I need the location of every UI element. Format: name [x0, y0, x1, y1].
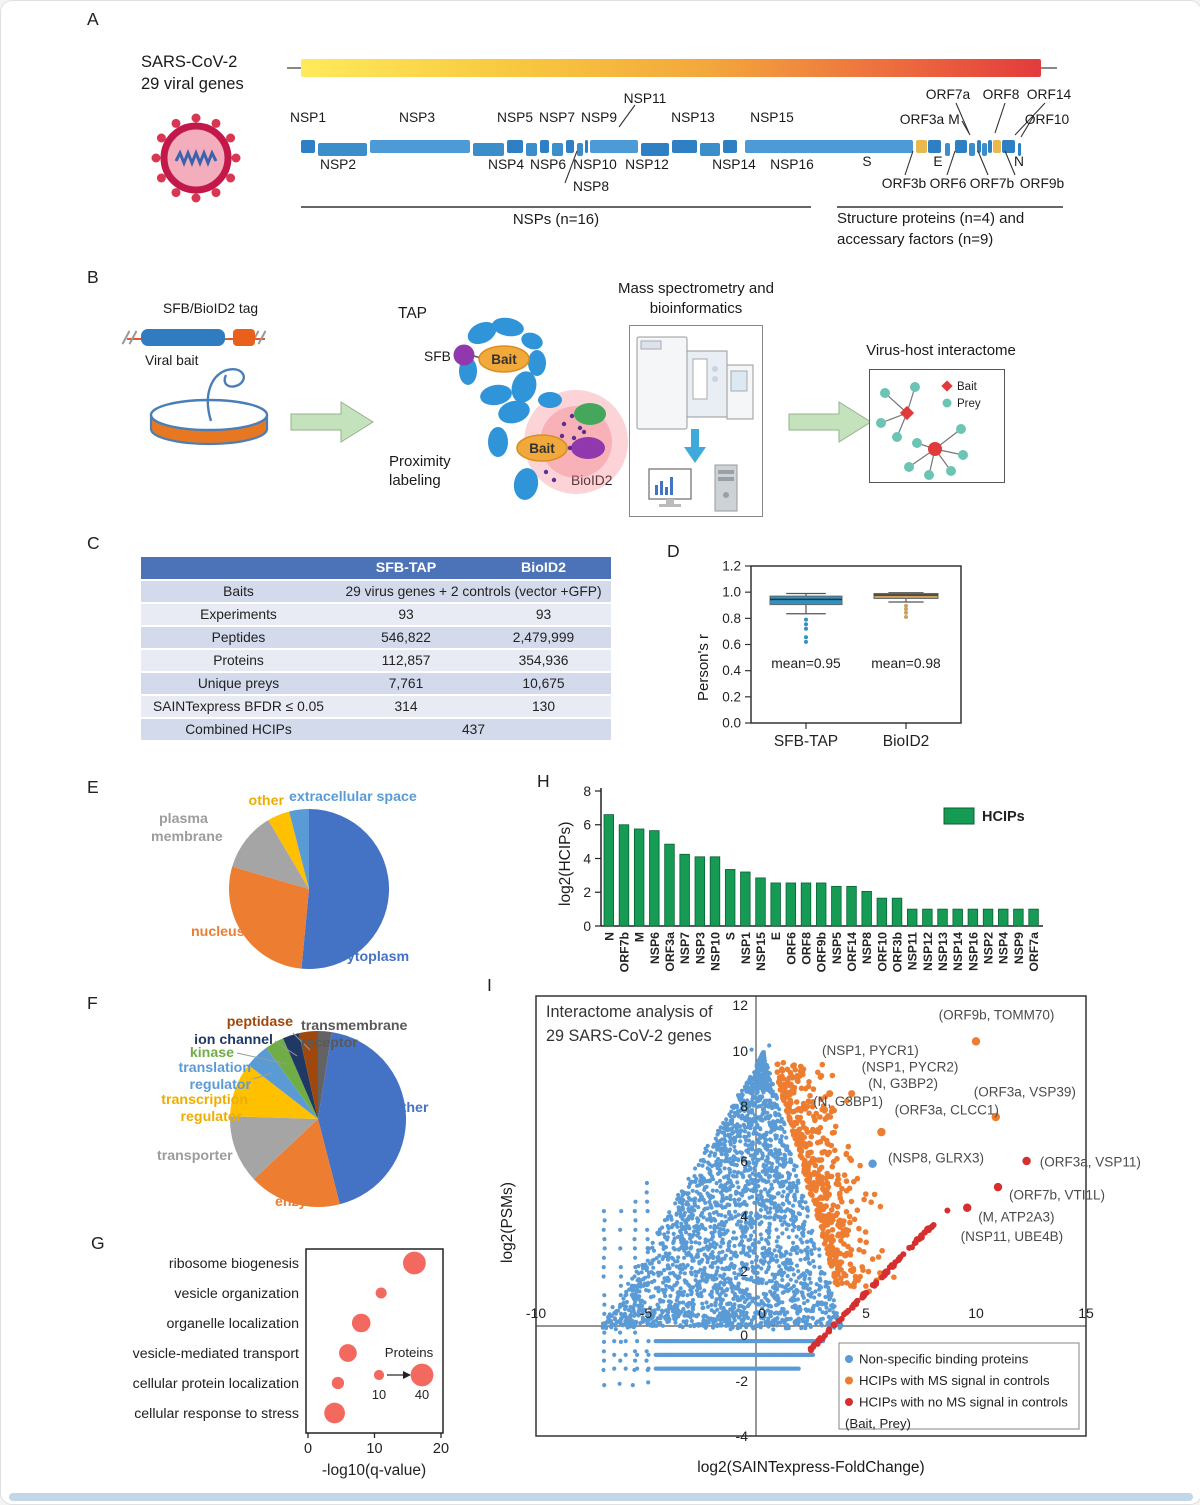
gene-label-nsp7: NSP7 [538, 110, 576, 125]
go-dot-4 [332, 1377, 344, 1389]
go-dot-5 [324, 1403, 345, 1424]
svg-text:2: 2 [740, 1263, 748, 1279]
svg-text:-4: -4 [735, 1428, 748, 1444]
svg-text:0.2: 0.2 [722, 689, 741, 705]
table-row: Peptides 546,822 2,479,999 [141, 627, 611, 648]
svg-text:ORF8: ORF8 [799, 932, 814, 965]
svg-text:organelle localization: organelle localization [166, 1316, 299, 1332]
bait-legend-text: Bait [957, 381, 977, 393]
gene-label-nsp8: NSP8 [572, 179, 610, 194]
pie-label-other: other [248, 793, 284, 809]
svg-text:NSP12: NSP12 [920, 932, 935, 971]
go-dot-2 [352, 1314, 371, 1333]
gene-label-nsp12: NSP12 [625, 157, 669, 172]
gene-label-orf7b: ORF7b [969, 176, 1015, 191]
footer-strip [9, 1493, 1193, 1501]
gene-label-n: N [1014, 154, 1024, 169]
petri-dish-icon [141, 359, 291, 464]
down-arrow-icon [684, 429, 706, 463]
svg-text:10: 10 [366, 1441, 383, 1457]
gene-label-nsp11: NSP11 [623, 91, 667, 106]
bar-nsp15 [756, 878, 766, 926]
svg-text:ORF14: ORF14 [845, 932, 860, 972]
svg-text:0.8: 0.8 [722, 610, 741, 626]
svg-text:Proteins: Proteins [384, 1345, 434, 1360]
blue-point-cloud [601, 1043, 844, 1387]
svg-text:NSP5: NSP5 [829, 932, 844, 965]
bar-orf8 [801, 883, 811, 926]
svg-text:10: 10 [732, 1043, 748, 1059]
bar-nsp14 [953, 909, 963, 926]
boxplot-ylabel: Person's r [695, 633, 712, 701]
annotation-text: (M, ATP2A3) [978, 1209, 1055, 1225]
svg-text:0: 0 [740, 1327, 748, 1343]
svg-text:40: 40 [414, 1387, 430, 1402]
svg-text:HCIPs with no MS signal in con: HCIPs with no MS signal in controls [859, 1394, 1068, 1410]
labeled-point [994, 1183, 1002, 1191]
bar-nsp4 [998, 909, 1008, 926]
svg-text:-log10(q-value): -log10(q-value) [321, 1462, 427, 1479]
svg-text:-5: -5 [639, 1305, 653, 1321]
gene-label-orf9b: ORF9b [1019, 176, 1065, 191]
svg-text:0: 0 [303, 1441, 313, 1457]
gene-label-nsp5: NSP5 [496, 110, 534, 125]
gene-label-orf3a: ORF3a [899, 112, 945, 127]
bait-text: Bait [491, 352, 517, 367]
nsp-bracket-label: NSPs (n=16) [512, 211, 600, 228]
gene-label-orf8: ORF8 [982, 87, 1020, 102]
gene-label-nsp10: NSP10 [573, 157, 617, 172]
flow-arrow-icon [789, 399, 873, 445]
pie-label-translation-regulator: regulator [189, 1077, 251, 1093]
svg-text:vesicle-mediated transport: vesicle-mediated transport [132, 1346, 299, 1362]
svg-text:ORF6: ORF6 [784, 932, 799, 965]
panel-label-a: A [87, 9, 99, 29]
table-row: Experiments 93 93 [141, 604, 611, 625]
gene-label-orf7a: ORF7a [925, 87, 971, 102]
svg-text:15: 15 [1078, 1305, 1094, 1321]
viral-bait-label: Viral bait [145, 353, 199, 368]
panel-label-c: C [87, 533, 100, 553]
svg-text:mean=0.98: mean=0.98 [871, 656, 941, 671]
tag-label: SFB/BioID2 tag [163, 301, 259, 316]
svg-text:6: 6 [583, 817, 591, 833]
svg-text:0.6: 0.6 [722, 637, 741, 652]
gene-label-e: E [933, 154, 943, 169]
gene-label-orf10: ORF10 [1024, 112, 1070, 127]
labeled-point [963, 1204, 971, 1212]
svg-text:8: 8 [740, 1098, 748, 1114]
annotation-text: (N, G3BP1) [813, 1094, 883, 1109]
hcips-legend-swatch [944, 808, 974, 824]
svg-text:cellular response to stress: cellular response to stress [134, 1406, 299, 1422]
gene-label-nsp2: NSP2 [319, 157, 357, 172]
gene-label-nsp16: NSP16 [770, 157, 814, 172]
pie-label-transcription-regulator: regulator [180, 1109, 242, 1125]
flow-arrow-icon [291, 399, 375, 445]
svg-text:mean=0.95: mean=0.95 [771, 656, 841, 671]
gene-label-nsp15: NSP15 [750, 110, 794, 125]
svg-text:HCIPs: HCIPs [982, 809, 1025, 825]
svg-text:1.0: 1.0 [722, 584, 741, 600]
pie-label-translation-regulator: translation [178, 1060, 251, 1076]
svg-text:ORF10: ORF10 [875, 932, 890, 972]
panel-label-d: D [667, 541, 680, 561]
svg-text:NSP16: NSP16 [966, 932, 981, 971]
mass-spec-label: Mass spectrometry and bioinformatics [618, 280, 774, 317]
svg-text:NSP3: NSP3 [693, 932, 708, 965]
bar-nsp12 [923, 909, 933, 926]
bar-e [771, 883, 781, 926]
pie-label-transcription-regulator: transcription [161, 1092, 248, 1108]
bar-nsp13 [938, 909, 948, 926]
scatter-title-line1: Interactome analysis of [546, 1003, 713, 1021]
table-row: Combined HCIPs 437 [141, 719, 611, 740]
bar-nsp5 [832, 886, 842, 926]
svg-text:5: 5 [862, 1305, 870, 1321]
svg-text:20: 20 [432, 1441, 450, 1457]
prey-legend-dot-icon [943, 399, 952, 408]
gene-label-nsp14: NSP14 [712, 157, 756, 172]
annotation-text: (NSP1, PYCR2) [861, 1059, 959, 1075]
bar-nsp6 [650, 831, 660, 926]
bait-node-circle [928, 442, 942, 456]
svg-text:(Bait, Prey): (Bait, Prey) [845, 1416, 911, 1431]
svg-text:vesicle organization: vesicle organization [174, 1286, 299, 1302]
svg-text:Non-specific binding proteins: Non-specific binding proteins [859, 1351, 1029, 1367]
viral-bait-gene-block [141, 329, 225, 346]
svg-text:0.4: 0.4 [722, 663, 741, 679]
bar-orf7b [619, 825, 629, 926]
gene-label-nsp1: NSP1 [289, 110, 327, 125]
pie-label-other: other [393, 1100, 429, 1116]
structure-bracket-label2: accessary factors (n=9) [837, 231, 994, 248]
tap-label: TAP [398, 305, 427, 322]
pie-label-transporter: transporter [157, 1148, 233, 1164]
bar-orf3a [665, 844, 675, 926]
pie-label-transmembrane-receptor: transmembrane [301, 1018, 408, 1034]
gene-label-orf3b: ORF3b [881, 176, 927, 191]
interactome-title: Virus-host interactome [866, 342, 1016, 359]
bar-orf10 [877, 898, 887, 926]
svg-text:ORF7b: ORF7b [617, 932, 632, 973]
summary-table [141, 555, 611, 742]
svg-text:10: 10 [968, 1305, 984, 1321]
bar-nsp1 [741, 872, 751, 926]
svg-text:NSP1: NSP1 [738, 932, 753, 965]
labeled-point [972, 1037, 980, 1045]
pie-slice-cytoplasm [301, 809, 389, 969]
bait-legend-diamond-icon [941, 380, 952, 391]
bar-nsp9 [1014, 909, 1024, 926]
bar-m [634, 829, 644, 926]
svg-text:cellular protein localization: cellular protein localization [132, 1376, 299, 1392]
annotation-text: (ORF3a, CLCC1) [894, 1102, 999, 1118]
scatter-ylabel: log2(PSMs) [499, 1182, 516, 1263]
pie-label-ion-channel: ion channel [194, 1032, 273, 1048]
svg-text:NSP2: NSP2 [981, 932, 996, 965]
pie-label-enzyme: enzyme [275, 1194, 328, 1210]
go-dot-3 [339, 1344, 357, 1362]
bait-text: Bait [529, 441, 555, 456]
structure-bracket-label1: Structure proteins (n=4) and [837, 210, 1025, 227]
gene-label-nsp3: NSP3 [398, 110, 436, 125]
scatter-title-line2: 29 SARS-CoV-2 genes [546, 1027, 712, 1045]
svg-text:HCIPs with MS signal in contro: HCIPs with MS signal in controls [859, 1373, 1050, 1388]
gene-label-nsp4: NSP4 [487, 157, 525, 172]
bar-s [725, 869, 735, 926]
svg-text:2: 2 [583, 885, 591, 901]
gene-label-orf14: ORF14 [1026, 87, 1072, 102]
svg-text:N: N [602, 932, 617, 941]
bioid2-blob [571, 437, 605, 459]
svg-text:BioID2: BioID2 [882, 733, 930, 750]
svg-text:SFB-TAP: SFB-TAP [773, 733, 839, 750]
annotation-text: (ORF3a, VSP11) [1039, 1154, 1141, 1170]
labeled-point [868, 1160, 876, 1168]
table-row: SAINTexpress BFDR ≤ 0.05 314 130 [141, 696, 611, 717]
bar-nsp8 [862, 891, 872, 926]
panel-label-e: E [87, 777, 99, 797]
hcips-bar-chart [546, 776, 1086, 1001]
svg-text:-2: -2 [735, 1373, 748, 1389]
svg-text:E: E [769, 932, 784, 941]
sfb-label: SFB [424, 349, 451, 364]
svg-text:0: 0 [758, 1305, 766, 1321]
bar-nsp11 [907, 909, 917, 926]
pearson-boxplot [691, 553, 981, 758]
annotation-text: (ORF3a, VSP39) [973, 1084, 1076, 1100]
table-header-row: SFB-TAP BioID2 [141, 557, 611, 579]
gene-label-nsp9: NSP9 [580, 110, 618, 125]
labeled-point [877, 1128, 885, 1136]
table-row: Proteins 112,857 354,936 [141, 650, 611, 671]
pie-label-kinase: kinase [189, 1045, 234, 1061]
interactome-network-icon [869, 369, 1005, 483]
bar-orf9b [816, 883, 826, 926]
svg-text:ORF3a: ORF3a [662, 932, 677, 972]
interactome-scatter-plot [491, 986, 1200, 1505]
bar-orf14 [847, 886, 857, 926]
svg-text:NSP8: NSP8 [860, 932, 875, 965]
pie-label-transmembrane-receptor: receptor [301, 1035, 358, 1051]
table-row: Unique preys 7,761 10,675 [141, 673, 611, 694]
scatter-xlabel: log2(SAINTexpress-FoldChange) [697, 1459, 925, 1476]
svg-text:4: 4 [583, 851, 591, 867]
sfb-blob [454, 345, 475, 366]
svg-text:NSP10: NSP10 [708, 932, 723, 971]
svg-text:0: 0 [583, 918, 591, 934]
table-row: Baits 29 virus genes + 2 controls (vector +GFP) [141, 581, 611, 602]
svg-text:NSP13: NSP13 [936, 932, 951, 971]
go-dotplot [132, 1241, 461, 1491]
annotation-text: (NSP8, GLRX3) [888, 1150, 985, 1166]
svg-text:NSP9: NSP9 [1011, 932, 1026, 965]
svg-text:1.2: 1.2 [722, 558, 741, 574]
svg-text:NSP7: NSP7 [678, 932, 693, 965]
genome-bar-endline-left [287, 67, 301, 69]
svg-text:NSP11: NSP11 [905, 932, 920, 971]
svg-text:NSP6: NSP6 [647, 932, 662, 965]
pie-label-extracellular-space: extracellular space [289, 789, 417, 805]
svg-text:NSP14: NSP14 [951, 932, 966, 971]
prey-legend-text: Prey [957, 398, 981, 410]
pie-label-plasma-membrane: membrane [151, 829, 223, 845]
bar-nsp10 [710, 857, 720, 926]
annotation-text: (ORF7b, VTI1L) [1009, 1187, 1106, 1203]
go-dot-1 [376, 1287, 387, 1298]
panel-label-h: H [537, 771, 550, 791]
panel-label-i: I [487, 975, 492, 995]
bar-nsp3 [695, 857, 705, 926]
annotation-text: (N, G3BP2) [868, 1076, 938, 1092]
bar-nsp16 [968, 909, 978, 926]
virus-title-line2: 29 viral genes [141, 75, 244, 93]
svg-text:ORF7a: ORF7a [1027, 932, 1042, 972]
svg-text:-10: -10 [525, 1305, 547, 1321]
svg-text:ORF3b: ORF3b [890, 932, 905, 973]
svg-text:S: S [723, 932, 738, 941]
gene-label-nsp6: NSP6 [529, 157, 567, 172]
svg-text:6: 6 [740, 1153, 748, 1169]
annotation-text: (NSP1, PYCR1) [822, 1043, 919, 1059]
panel-label-b: B [87, 267, 99, 287]
svg-text:4: 4 [740, 1208, 748, 1224]
mass-spec-instrument-icon [629, 325, 763, 517]
bar-nsp2 [983, 909, 993, 926]
panel-label-f: F [87, 993, 98, 1013]
pie-label-nucleus: nucleus [191, 924, 245, 940]
pie-label-plasma-membrane: plasma [159, 811, 208, 827]
panel-label-g: G [91, 1233, 105, 1253]
svg-text:0.0: 0.0 [722, 715, 741, 731]
svg-text:NSP4: NSP4 [996, 932, 1011, 965]
bar-chart-ylabel: log2(HCIPs) [557, 821, 574, 906]
bar-orf7a [1029, 909, 1039, 926]
svg-text:M: M [632, 932, 647, 943]
svg-text:10: 10 [371, 1387, 387, 1402]
genome-gradient-bar [301, 59, 1041, 77]
svg-text:NSP15: NSP15 [754, 932, 768, 971]
svg-text:ORF9b: ORF9b [814, 932, 829, 973]
gene-label-m: M [948, 112, 960, 127]
pie-label-peptidase: peptidase [226, 1014, 293, 1030]
pie-label-cytoplasm: cytoplasm [339, 949, 410, 965]
genome-bar-endline-right [1041, 67, 1057, 69]
bioid2-label: BioID2 [571, 473, 613, 488]
svg-text:8: 8 [583, 783, 591, 799]
bar-n [604, 815, 614, 926]
bar-orf6 [786, 883, 796, 926]
gene-label-s: S [862, 154, 872, 169]
gene-label-nsp13: NSP13 [671, 110, 715, 125]
svg-text:12: 12 [732, 997, 748, 1013]
labeled-point [1022, 1157, 1030, 1165]
go-dot-0 [403, 1252, 426, 1275]
bar-nsp7 [680, 854, 690, 926]
gene-label-orf6: ORF6 [929, 176, 967, 191]
annotation-text: (NSP11, UBE4B) [960, 1228, 1064, 1244]
svg-text:ribosome biogenesis: ribosome biogenesis [168, 1256, 299, 1272]
tag-gene-block [233, 329, 255, 346]
proximity-labeling-label: Proximity labeling [389, 453, 451, 489]
proximity-complex-icon [484, 384, 639, 506]
virus-title-line1: SARS-CoV-2 [141, 53, 238, 71]
annotation-text: (ORF9b, TOMM70) [938, 1007, 1055, 1023]
bar-orf3b [892, 898, 902, 926]
